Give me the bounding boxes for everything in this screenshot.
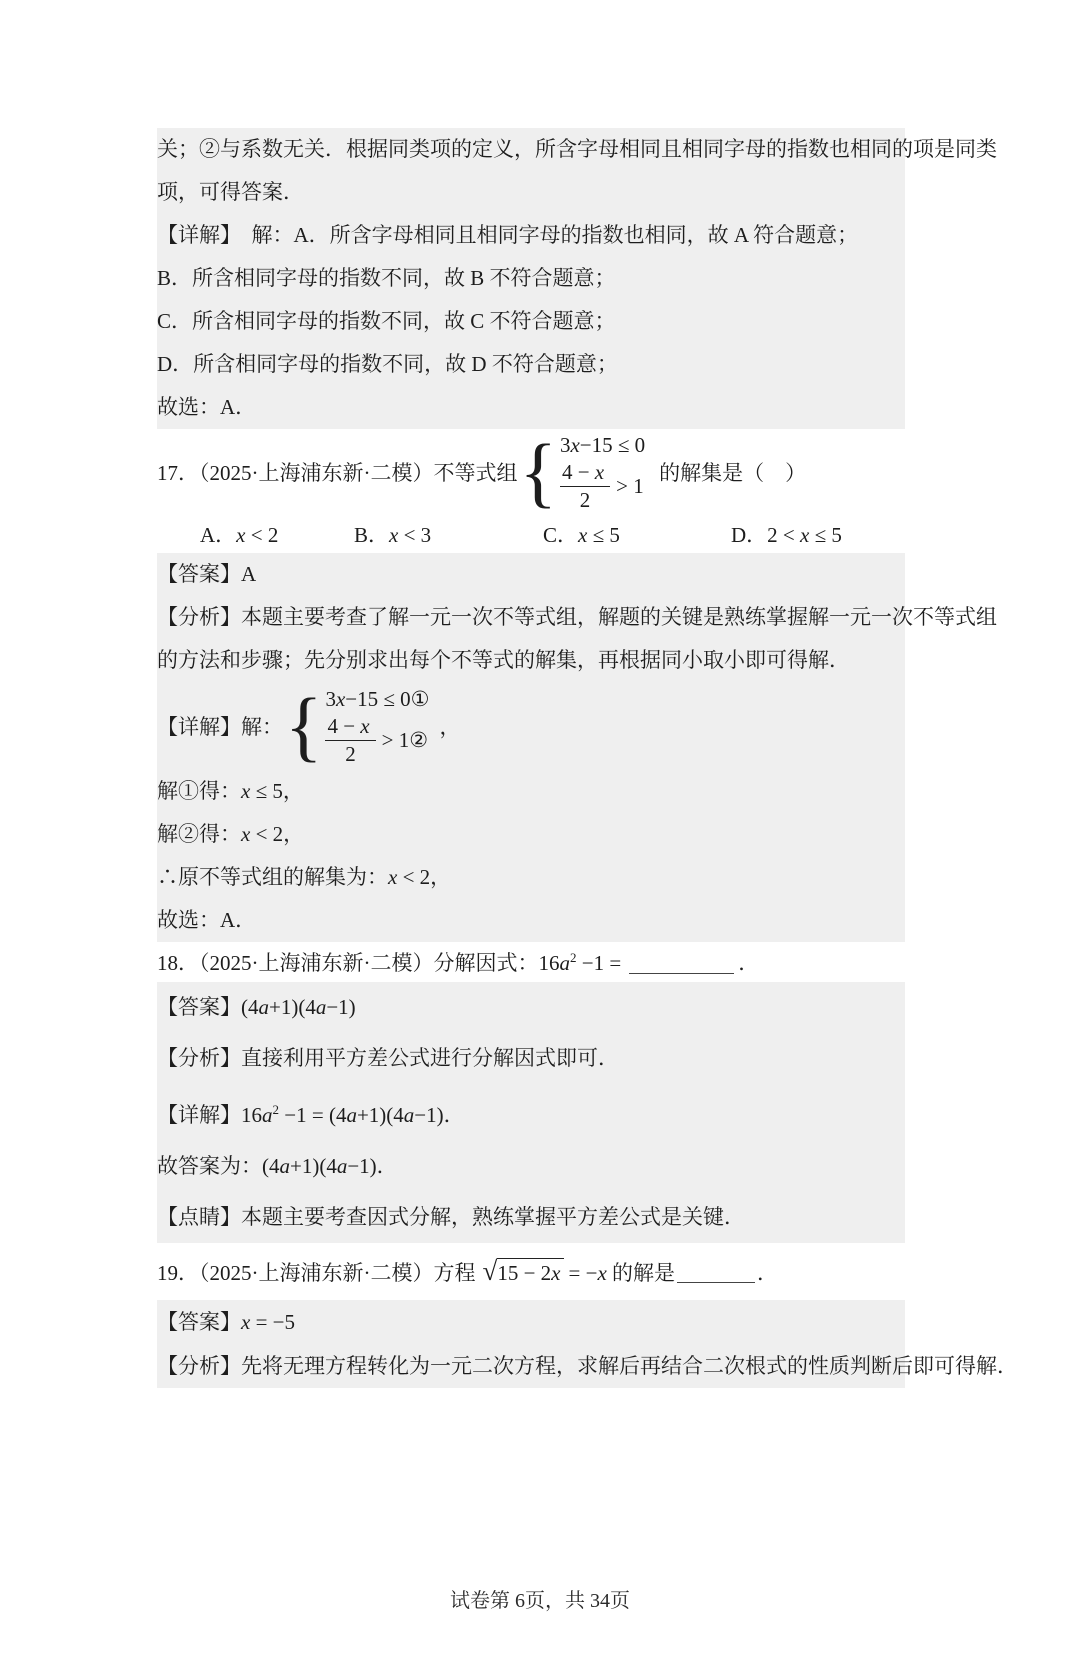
step-line-1: 解①得：x ≤ 5， [157, 779, 304, 803]
answer-line: 【答案】(4a+1)(4a−1) [157, 995, 356, 1019]
answer-block-q16 [157, 128, 997, 429]
option-d-explanation: D．所含相同字母的指数不同，故 D 不符合题意； [157, 352, 618, 376]
answer-blank [629, 950, 734, 973]
question-17-stem [157, 429, 905, 515]
answer-block-q17 [157, 553, 997, 942]
question-19-text: 19．（2025·上海浦东新·二模）方程 [157, 1260, 476, 1285]
option-b: B．x < 3 [354, 523, 432, 547]
question-18-stem [157, 942, 905, 982]
radicand: 15 − 2x [497, 1258, 563, 1285]
step-line-2: 解②得：x < 2， [157, 822, 305, 846]
option-b-explanation: B．所含相同字母的指数不同，故 B 不符合题意； [157, 266, 616, 290]
detail-label: 【详解】解： [157, 715, 283, 739]
inequality-system-numbered [285, 681, 430, 769]
analysis-line: 【分析】本题主要考查了解一元一次不等式组，解题的关键是熟练掌握解一元一次不等式组 [157, 605, 997, 629]
question-18-text: 18．（2025·上海浦东新·二模）分解因式：$16a^2 -1$ = [157, 950, 622, 975]
answer-block-q18 [157, 982, 905, 1243]
question-19-period: ． [757, 1260, 779, 1285]
denominator: 2 [579, 488, 591, 513]
option-a: A．x < 2 [200, 523, 279, 547]
document-page [0, 128, 1018, 1388]
question-17-tail: 的解集是（ ） [659, 461, 807, 485]
option-c: C．x ≤ 5 [543, 523, 620, 547]
detail-line: 【详解】$16a^2 -1 = (4a+1)(4a-1)$． [157, 1102, 465, 1127]
radical-expression [482, 1255, 564, 1286]
system-line-1: 3x−15 ≤ 0 [559, 432, 646, 457]
detail-line: 【详解】 解：A．所含字母相同且相同字母的指数也相同，故 A 符合题意； [157, 223, 859, 247]
trailing-comma: ， [439, 715, 461, 739]
question-19-stem [157, 1243, 905, 1300]
conclusion-line: ∴原不等式组的解集为：x < 2， [157, 865, 452, 889]
choice-line: 故选：A． [157, 908, 257, 932]
fraction [325, 714, 375, 766]
left-brace-glyph: { [519, 427, 557, 515]
answer-block-q19 [157, 1300, 1018, 1388]
question-18-period: ． [738, 951, 760, 975]
numerator: 4 − x [325, 714, 375, 741]
radical-sign-glyph: √ [482, 1255, 498, 1286]
answer-blank [677, 1260, 755, 1283]
answer-line: 【答案】x = −5 [157, 1310, 296, 1334]
analysis-line: 【分析】直接利用平方差公式进行分解因式即可． [157, 1046, 619, 1070]
question-17-text: 17．（2025·上海浦东新·二模）不等式组 [157, 461, 518, 485]
question-19-tail: = −x 的解是 [568, 1260, 676, 1285]
option-d: D．2 < x ≤ 5 [731, 523, 842, 547]
answer-line: 【答案】A [157, 562, 257, 586]
analysis-line-2: 的方法和步骤；先分别求出每个不等式的解集，再根据同小取小即可得解． [157, 648, 850, 672]
question-17-options [157, 515, 905, 553]
key-point-line: 【点睛】本题主要考查因式分解，熟练掌握平方差公式是关键． [157, 1205, 745, 1229]
left-brace-glyph: { [285, 681, 323, 769]
fraction [560, 460, 610, 512]
system-line-2 [325, 714, 428, 766]
numerator: 4 − x [560, 460, 610, 487]
denominator: 2 [345, 742, 356, 767]
inequality-system [519, 427, 646, 515]
system-line-1: 3x−15 ≤ 0① [325, 686, 430, 711]
final-answer-line: 故答案为：(4a+1)(4a−1)． [157, 1154, 398, 1178]
fraction-rhs: > 1② [381, 727, 429, 752]
explanation-line: 关；②与系数无关．根据同类项的定义，所含字母相同且相同字母的指数也相同的项是同类 [157, 137, 997, 161]
detail-line [157, 682, 905, 770]
choice-line: 故选：A． [157, 395, 257, 419]
system-line-2 [560, 460, 644, 512]
option-c-explanation: C．所含相同字母的指数不同，故 C 不符合题意； [157, 309, 616, 333]
page-footer: 试卷第 6页，共 34页 [450, 1590, 630, 1612]
analysis-line: 【分析】先将无理方程转化为一元二次方程，求解后再结合二次根式的性质判断后即可得解． [157, 1354, 1018, 1378]
fraction-rhs: > 1 [616, 473, 644, 498]
explanation-line: 项，可得答案． [157, 180, 304, 204]
